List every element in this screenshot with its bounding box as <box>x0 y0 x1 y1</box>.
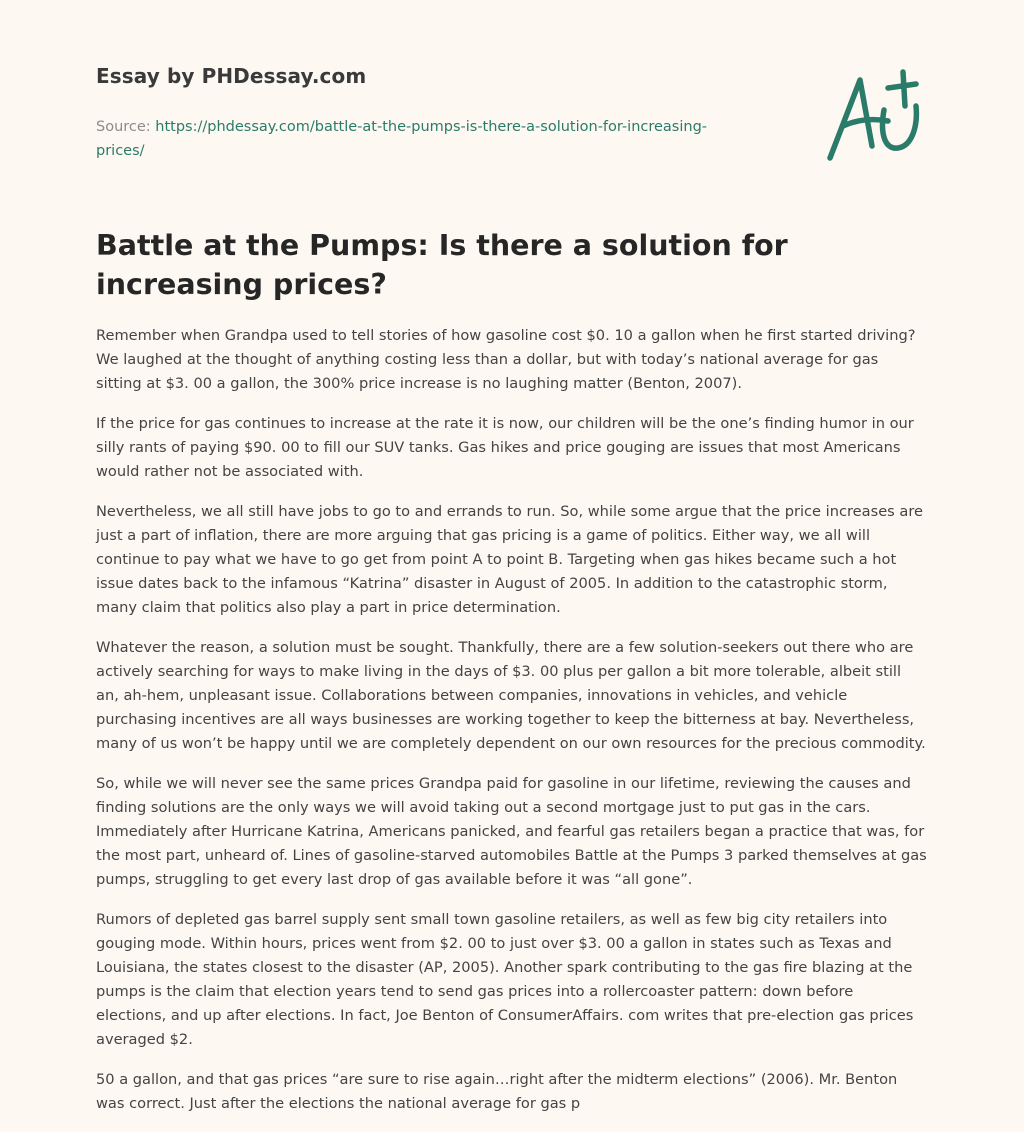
essay-title: Battle at the Pumps: Is there a solution for increasing prices? <box>96 229 788 301</box>
essay-paragraph: Whatever the reason, a solution must be sought. Thankfully, there are a few solution-seekers out there who are actively searching for ways to make living in the days of $3. 00 plus per gallon a bit more tolerable, albeit still an, ah-hem, unpleasant issue. Collaborations between companies, innovations in vehicles, and vehicle purchasing incentives are all ways businesses are working together to keep the bitterness at bay. Nevertheless, many of us won’t be happy until we are completely dependent on our own resources for the precious commodity. <box>96 639 926 752</box>
source-link[interactable] <box>96 119 707 159</box>
essay-paragraph: So, while we will never see the same prices Grandpa paid for gasoline in our lifetime, reviewing the causes and finding solutions are the only ways we will avoid taking out a second mortgage just to put gas in the cars. Immediately after Hurricane Katrina, Americans panicked, and fearful gas retailers began a practice that was, for the most part, unheard of. Lines of gasoline-starved automobiles Battle at the Pumps 3 parked themselves at gas pumps, struggling to get every last drop of gas available before it was “all gone”. <box>96 775 927 888</box>
essay-paragraph: Remember when Grandpa used to tell stories of how gasoline cost $0. 10 a gallon when he first started driving? We laughed at the thought of anything costing less than a dollar, but with today’s national average for gas sitting at $3. 00 a gallon, the 300% price increase is no laughing matter (Benton, 2007). <box>96 327 916 392</box>
page-header <box>96 64 756 163</box>
site-brand: Essay by PHDessay.com <box>96 64 367 88</box>
a-plus-grade-icon <box>820 66 930 166</box>
essay-paragraph: Nevertheless, we all still have jobs to go to and errands to run. So, while some argue that the price increases are just a part of inflation, there are more arguing that gas pricing is a game of politics. Either way, we all will continue to pay what we have to go get from point A to point B. Targeting when gas hikes became such a hot issue dates back to the infamous “Katrina” disaster in August of 2005. In addition to the catastrophic storm, many claim that politics also play a part in price determination. <box>96 503 924 616</box>
source-label: Source: <box>96 119 151 135</box>
source-url-line2: prices/ <box>96 143 145 159</box>
source-url-line1: https://phdessay.com/battle-at-the-pumps-is-there-a-solution-for-increasing- <box>155 119 708 135</box>
essay-paragraph: 50 a gallon, and that gas prices “are sure to rise again…right after the midterm elections” (2006). Mr. Benton was correct. Just after the elections the national average for gas p <box>96 1071 898 1112</box>
essay-paragraph: Rumors of depleted gas barrel supply sent small town gasoline retailers, as well as few big city retailers into gouging mode. Within hours, prices went from $2. 00 to just over $3. 00 a gallon in states such as Texas and Louisiana, the states closest to the disaster (AP, 2005). Another spark contributing to the gas fire blazing at the pumps is the claim that election years tend to send gas prices into a rollercoaster pattern: down before elections, and up after elections. In fact, Joe Benton of ConsumerAffairs. com writes that pre-election gas prices averaged $2. <box>96 911 914 1048</box>
source-line <box>96 115 756 163</box>
essay-paragraph: If the price for gas continues to increase at the rate it is now, our children will be the one’s finding humor in our silly rants of paying $90. 00 to fill our SUV tanks. Gas hikes and price gouging are issues that most Americans would rather not be associated with. <box>96 415 914 480</box>
essay-body <box>96 324 928 1132</box>
